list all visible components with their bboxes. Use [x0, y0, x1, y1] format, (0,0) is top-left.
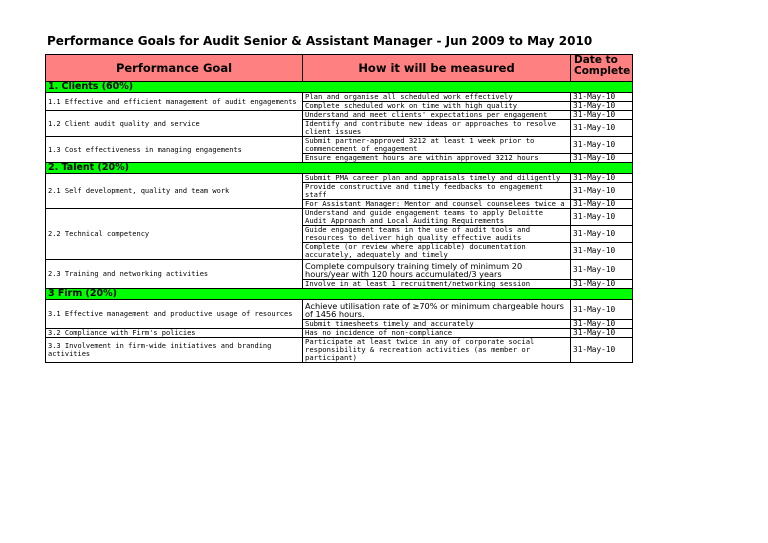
due-cell: 31-May-10: [571, 226, 633, 243]
due-cell: 31-May-10: [571, 93, 633, 102]
section-row-talent: [46, 163, 633, 174]
due-cell: 31-May-10: [571, 154, 633, 163]
goal-cell: 2.3 Training and networking activities: [46, 260, 303, 289]
header-row: [46, 55, 633, 82]
section-label: 1. Clients (60%): [46, 82, 633, 93]
goal-cell: 1.2 Client audit quality and service: [46, 111, 303, 137]
column-header-measure: How it will be measured: [303, 55, 571, 82]
goal-cell: 2.2 Technical competency: [46, 209, 303, 260]
table-row: [46, 260, 633, 280]
measure-cell: Achieve utilisation rate of ≥70% or minimum chargeable hours of 1456 hours.: [303, 300, 571, 320]
due-cell: 31-May-10: [571, 260, 633, 280]
table-row: [46, 137, 633, 154]
due-cell: 31-May-10: [571, 137, 633, 154]
section-row-clients: [46, 82, 633, 93]
measure-cell: Identify and contribute new ideas or approaches to resolve client issues: [303, 120, 571, 137]
measure-cell: Ensure engagement hours are within approved 3212 hours: [303, 154, 571, 163]
measure-cell: Complete scheduled work on time with high quality: [303, 102, 571, 111]
due-cell: 31-May-10: [571, 183, 633, 200]
section-label: 2. Talent (20%): [46, 163, 633, 174]
column-header-goal: Performance Goal: [46, 55, 303, 82]
goal-cell: 2.1 Self development, quality and team work: [46, 174, 303, 209]
due-cell: 31-May-10: [571, 111, 633, 120]
section-label: 3 Firm (20%): [46, 289, 633, 300]
measure-cell: Provide constructive and timely feedbacks to engagement staff: [303, 183, 571, 200]
table-row: [46, 93, 633, 102]
measure-cell: For Assistant Manager: Mentor and counsel counselees twice a: [303, 200, 571, 209]
measure-cell: Has no incidence of non-compliance: [303, 329, 571, 338]
goals-table: [45, 54, 633, 363]
due-cell: 31-May-10: [571, 280, 633, 289]
section-row-firm: [46, 289, 633, 300]
measure-cell: Guide engagement teams in the use of audit tools and resources to deliver high quality effective audits: [303, 226, 571, 243]
goal-cell: 3.1 Effective management and productive usage of resources: [46, 300, 303, 329]
table-row: [46, 300, 633, 320]
measure-cell: Complete (or review where applicable) documentation accurately, adequately and timely: [303, 243, 571, 260]
measure-cell: Complete compulsory training timely of minimum 20 hours/year with 120 hours accumulated/3 years: [303, 260, 571, 280]
measure-cell: Understand and meet clients' expectations per engagement: [303, 111, 571, 120]
table-row: [46, 111, 633, 120]
measure-cell: Understand and guide engagement teams to apply Deloitte Audit Approach and Local Auditing Requirements: [303, 209, 571, 226]
page-title: Performance Goals for Audit Senior & Assistant Manager - Jun 2009 to May 2010: [47, 34, 593, 48]
goal-cell: 3.3 Involvement in firm-wide initiatives and branding activities: [46, 338, 303, 363]
measure-cell: Involve in at least 1 recruitment/networking session: [303, 280, 571, 289]
measure-cell: Submit partner-approved 3212 at least 1 week prior to commencement of engagement: [303, 137, 571, 154]
due-cell: 31-May-10: [571, 200, 633, 209]
goal-cell: 3.2 Compliance with Firm's policies: [46, 329, 303, 338]
goal-cell: 1.1 Effective and efficient management of audit engagements: [46, 93, 303, 111]
measure-cell: Plan and organise all scheduled work effectively: [303, 93, 571, 102]
measure-cell: Participate at least twice in any of corporate social responsibility & recreation activities (as member or participant): [303, 338, 571, 363]
goal-cell: 1.3 Cost effectiveness in managing engagements: [46, 137, 303, 163]
due-cell: 31-May-10: [571, 120, 633, 137]
due-cell: 31-May-10: [571, 300, 633, 320]
due-cell: 31-May-10: [571, 320, 633, 329]
column-header-due: Date to Complete: [571, 55, 633, 82]
due-cell: 31-May-10: [571, 338, 633, 363]
table-row: [46, 338, 633, 363]
table-row: [46, 329, 633, 338]
measure-cell: Submit PMA career plan and appraisals timely and diligently: [303, 174, 571, 183]
due-cell: 31-May-10: [571, 174, 633, 183]
due-cell: 31-May-10: [571, 209, 633, 226]
due-cell: 31-May-10: [571, 329, 633, 338]
measure-cell: Submit timesheets timely and accurately: [303, 320, 571, 329]
table-row: [46, 174, 633, 183]
due-cell: 31-May-10: [571, 102, 633, 111]
due-cell: 31-May-10: [571, 243, 633, 260]
table-row: [46, 209, 633, 226]
